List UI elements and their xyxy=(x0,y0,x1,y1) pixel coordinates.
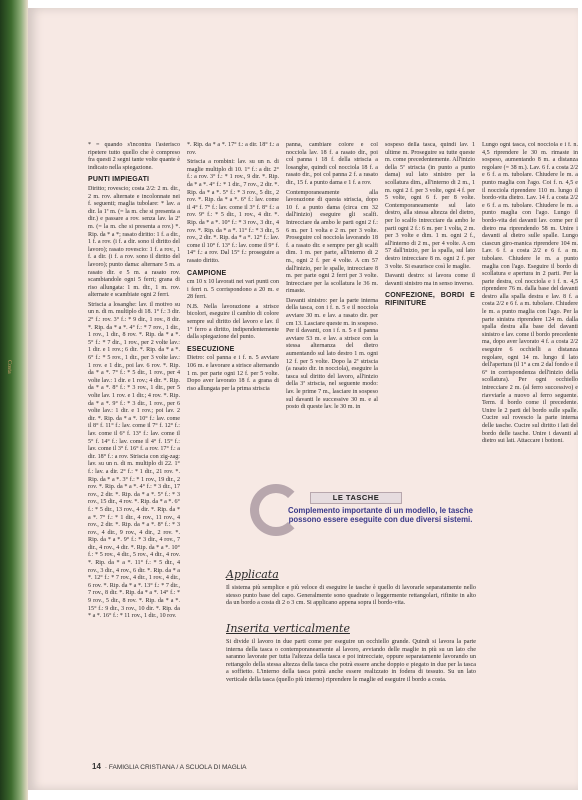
page-footer xyxy=(92,762,247,771)
heading-esecuzione: ESECUZIONE xyxy=(187,345,235,353)
stitches-text: Diritto; rovescio; costa 2/2: 2 m. dir., 2 m. rov. alternate e incolonnate nei f. seguenti; maglia tubolare: * lav. a dir. la 1ª m. (= la m. che si presenta a dir.) e passare a rov. senza lav. la 2ª m. (= la m. che si presenta a rov.) *. Rip. da * a *; rasato diritto: 1 f. a dir., 1 f. a rov. (i f. a dir. sono il diritto del lavoro); rasato rovescio: 1 f. a rov., 1 f. a dir. (i f. a rov. sono il diritto del lavoro); punto dama: alternare 5 m. a rasato dir. e 5 m. a rasato rov. scambiandole ogni 5 ferri; grana di riso allungata: 1 m. dir., 1 m. rov. alternate e scambiate ogni 2 ferri. xyxy=(88,185,180,299)
col4-continuation: sospeso della tasca, quindi lav. 1 ultime m. Proseguire su tutte queste m. come precedentemente. All'inizio della 5ª striscia (in punto a punto dama) sul lato sinistro per la scollatura dim., all'interno di 2 m., 1 m. ogni 2 f. per 3 volte, ogni 4 f. per 5 volte, ogni 6 f. per 8 volte. Contemporaneamente sul lato destro, alla stessa altezza del dietro, per lo scalfo intrecciare da ambo le parti ogni 2 f.: 6 m. per 1 volta, 2 m. per 3 volte e dim. 1 m. ogni 2 f., all'interno di 2 m., per 4 volte. A cm 57 dall'inizio, per la spalla, sul lato destro intrecciare 8 m. ogni 2 f. per 3 volte. Si esaurisce così le maglie. xyxy=(385,142,475,270)
heading-confezione: CONFEZIONE, BORDI E RIFINITURE xyxy=(385,292,475,307)
column-4 xyxy=(385,142,475,472)
page-number: 14 xyxy=(92,762,101,771)
heading-punti-impiegati: PUNTI IMPIEGATI xyxy=(88,176,150,184)
dietro-text: Dietro: col panna e i f. n. 5 avviare 106 m. e lavorare a strisce alternando 1 m. per parte ogni 12 f. per 5 volte. Dopo aver lavorato 18 f. a grana di riso allungata per la prima striscia xyxy=(187,355,279,392)
nb-text: N.B. Nella lavorazione a strisce bicolori, eseguire il cambio di colore sempre sul diritto del lavoro e lav. il 1° ferro a diritto, indipendentemente dalla spiegazione del punto. xyxy=(187,303,279,341)
scan-edge xyxy=(0,0,28,800)
column-2 xyxy=(187,142,279,442)
spine-text: Costa xyxy=(6,360,12,374)
page-top-margin xyxy=(28,0,578,8)
scalfi-text: Contemporaneamente alla lavorazione di questa striscia, dopo 10 f. a punto dama (circa cm 32 dall'inizio) eseguire gli scalfi. Intrecciare da ambo le parti ogni 2 f.: 6 m. per 1 volta e 2 m. per 3 volte. Proseguire col nocciola lavorando 18 f. a rasato dir. e sempre per gli scalfi dim. 1 m. per parte, all'interno di 2 m., ogni 2 f. per 4 volte. A cm 57 dall'inizio, per le spalle, intrecciare 8 m. per parte ogni 2 ferri per 3 volte. Intrecciare per la scollatura le 36 m. rimaste. xyxy=(286,189,378,295)
davanti-destro-text: Davanti destro: si lavora come il davanti sinistro ma in senso inverso. xyxy=(385,273,475,287)
losanghe-text: Striscia a losanghe: lav. il motivo su un n. di m. multiplo di 18. 1° f.: 3 dir. 2° f.: rov. 3° f.: * 9 dir., 1 rov., 8 dir. *. Rip. da * a *. 4° f.: * 7 rov., 1 dir., 1 rov., 1 dir., 8 rov. *. Rip. da * a *. 5° f.: * 7 dir., 1 rov., per 2 volte lav.: 1 dir. e 1 rov.; 6 dir. *. Rip. da * a *. 6° f.: * 5 rov., 1 dir., per 3 volte lav.: 1 rov. e 1 dir., poi lav. 6 rov. *. Rip. da * a *. 7° f.: * 5 dir., 1 rov., per 4 volte lav.: 1 dir. e 1 rov.; 4 dir. *. Rip. da * a *. 8° f.: * 3 rov., 1 dir., per 5 volte lav. 1 rov. e 1 dir.; 4 rov. *. Rip. da * a *. 9° f.: * 3 dir., 1 rov., per 6 volte lav.: 1 dir. e 1 rov.; poi lav. 2 dir. *. Rip. da * a *. 10° f.: lav. come il 8° f. 11° f.: lav. come il 7° f. 12° f.: lav. come il 6° f. 13° f.: lav. come il 5° f. 14° f.: lav. come il 4° f. 15° f.: lav. come il 3° f. 16° f. a rov. 17° f.: a dir. 18° f.: a rov. Striscia con zig-zag: lav. su un n. di m. multiplo di 22. 1° f.: lav. a dir. 2° f.: * 1 dir., 21 rov. *. Rip. da * a *. 3° f.: * 1 rov., 19 dir., 2 rov. *. Rip. da * a *. 4° f.: * 3 dir., 17 rov., 2 dir. *. Rip. da * a *. 5° f.: * 3 rov., 15 dir., 4 rov. *. Rip. da * a *. 6° f.: * 5 dir., 13 rov., 4 dir. *. Rip. da * a *. 7° f.: * 1 dir., 4 rov., 11 rov., 4 rov., 2 dir. *. Rip. da * a *. 8° f.: * 3 rov., 4 dir., 9 rov., 4 dir., 2 rov. *. Rip. da * a *. 9° f.: * 3 dir., 4 rov., 7 dir., 4 rov., 4 dir. *. Rip. da * a *. 10° f.: * 5 rov., 4 dir., 5 rov., 4 dir., 4 rov. *. Rip. da * a *. 11° f.: * 5 dir., 4 rov., 3 dir., 4 rov., 6 dir. *. Rip. da * a *. 12° f.: * 7 rov., 4 dir., 1 rov., 4 dir., 6 rov. *. Rip. da * a *. 13° f.: * 7 dir., 7 rov., 8 dir. *. Rip. da * a *. 14° f.: * 9 rov., 5 dir., 8 rov. *. Rip. da * a *. 15° f.: 9 dir., 3 rov., 10 dir. *. Rip. da * a *. 16° f.: * 11 rov., 1 dir., 10 rov. xyxy=(88,301,180,620)
asterisk-note: * = quando s'incontra l'asterisco ripetere tutto quello che è compreso fra questi 2 segni tante volte quante è indicato nella spiegazione. xyxy=(88,142,180,171)
applicata-section xyxy=(226,568,476,607)
column-5 xyxy=(482,142,578,762)
applicata-text: Il sistema più semplice e più veloce di eseguire le tasche è quello di lavorarle separatamente nello stesso punto base del capo. Generalmente sono quadrate o leggermente rettangolari, rifinite in alto da un bordo a costa di 2 o 3 cm. Si applicano appena sopra il bordo-vita. xyxy=(226,584,476,607)
inserita-text: Si divide il lavoro in due parti come per eseguire un occhiello grande. Quindi si lavora la parte interna della tasca o contemporaneamente al lavoro, avviando delle maglie in più su un lato che saranno lavorate per tutta l'altezza della tasca e poi intrecciate, oppure separatamente lavorando un rettangolo della stessa altezza della tasca che potrà essere anche doppio e piegato in due per la tasca a soffietto. L'interno della tasca potrà anche essere realizzato in fodera di tessuto. Su un lato verticale della tasca (quello più interno) riprendere le maglie ed eseguire il bordo a costa. xyxy=(226,638,476,683)
tasche-subtitle: Complemento importante di un modello, le tasche possono essere eseguite con due diversi sistemi. xyxy=(288,506,473,524)
column-3 xyxy=(286,142,378,472)
tasche-title: LE TASCHE xyxy=(310,492,402,504)
heading-campione: CAMPIONE xyxy=(187,269,227,277)
campione-text: cm 10 x 10 lavorati nei vari punti con i ferri n. 5 corrispondono a 20 m. e 28 ferri. xyxy=(187,279,279,301)
rombini-text: Striscia a rombini: lav. su un n. di maglie multiplo di 10. 1° f.: a dir. 2° f.: a rov. 3° f.: * 1 rov., 9 dir. *. Rip. da * a *. 4° f.: * 1 dir., 7 rov., 2 dir. *. Rip. da * a *. 5° f.: * 3 rov., 5 dir., 2 rov. *. Rip. da * a *. 6° f.: lav. come il 4° f. 7° f.: lav. come il 3° f. 8° f.: a rov. 9° f.: * 5 dir., 1 rov., 4 dir. *. Rip. da * a *. 10° f.: * 3 rov., 3 dir., 4 rov. *. Rip. da * a *. 11° f.: * 3 dir., 5 rov., 2 dir. *. Rip. da * a *. 12° f.: lav. come il 10° f. 13° f.: lav. come il 9° f. 14° f.: a rov. Dal 15° f.: proseguire a rasato diritto. xyxy=(187,159,279,264)
footer-text: · FAMIGLIA CRISTIANA / A SCUOLA DI MAGLIA xyxy=(104,764,247,771)
col2-continuation: *. Rip. da * a *. 17° f.: a dir. 18° f.: a rov. xyxy=(187,142,279,156)
confezione-text: Lungo ogni tasca, col nocciola e i f. n. 4,5 riprendere le 30 m. rimaste in sospeso, aumentando 8 m. a distanza regolare (= 38 m.). Lav. 6 f. a costa 2/2 e 6 f. a m. tubolare. Chiudere le m. a punto maglia con l'ago. Coi f. n. 4,5 e il nocciola riprendere 110 m. lungo il bordo-vita dietro. Lav. 14 f. a costa 2/2 e 6 f. a m. tubolare. Chiudere le m. a punto maglia con l'ago. Lungo il bordo-vita dei davanti lav. come per il dietro ma riprendendo 58 m. Unire i davanti al dietro sulle spalle. Lungo ciascun giro-manica riprendere 104 m. Lav. 6 f. a costa 2/2 e 6 f. a m. tubolare. Chiudere le m. a punto maglia con l'ago. Eseguire il bordo di scollatura e apertura in 2 parti. Per la parte destra, col nocciola e i f. n. 4,5 riprendere 76 m. dalla base del davanti destro alla spalla destra e lav. 8 f. a costa 2/2 e 6 f. a m. tubolare. Chiudere le m. a punto maglia con l'ago. Per la parte sinistra riprendere 124 m. dalla spalla destra alla base del davanti sinistro e lav. come il bordo precedente ma, dopo aver lavorato 4 f. a costa 2/2 eseguire 6 occhielli a distanza regolare, ogni 14 m. lungo il lato dell'apertura (il 1° a cm 2 dal fondo e il 6° in corrispondenza dell'inizio della scollatura). Per ogni occhiello intrecciare 2 m. (al ferro successivo) e riavviarle a nuovo al ferro seguente. Term. il bordo come il precedente. Unire le 2 parti del bordo sulle spalle. Cucire sul rovescio la parte interna delle tasche. Cucire sul diritto i lati del bordo delle tasche. Unire i davanti al dietro sui lati. Attaccare i bottoni. xyxy=(482,142,578,445)
column-1 xyxy=(88,142,180,662)
davanti-sinistro-text: Davanti sinistro: per la parte interna della tasca, con i f. n. 5 e il nocciola avviare 30 m. e lav. a rasato dir. per cm 13. Lasciare queste m. in sospeso. Per il davanti, con i f. n. 5 e il panna avviare 53 m. e lav. a strisce con la stessa alternanza del dietro aumentando sul lato destro 1 m. ogni 12 f. per 5 volte. Dopo la 2ª striscia (a rasato dir. in nocciola), eseguire la tasca sul diritto del lavoro, all'inizio della 3ª striscia, nel seguente modo: lav. le prime 7 m., lasciare in sospeso sul davanti le successive 30 m. e al posto di queste lav. le 30 m. in xyxy=(286,297,378,411)
applicata-title: Applicata xyxy=(226,568,279,581)
inserita-section xyxy=(226,622,476,684)
inserita-title: Inserita verticalmente xyxy=(226,622,350,635)
tasche-section-header xyxy=(240,488,475,538)
col3-continuation: panna, cambiare colore e col nocciola lav. 18 f. a rasato dir., poi col panna i 18 f. della striscia a losanghe, quindi col nocciola 18 f. a rasato dir., poi col panna 2 f. a rasato dir., 15 f. a punto dama e 1 f. a rov. xyxy=(286,142,378,186)
